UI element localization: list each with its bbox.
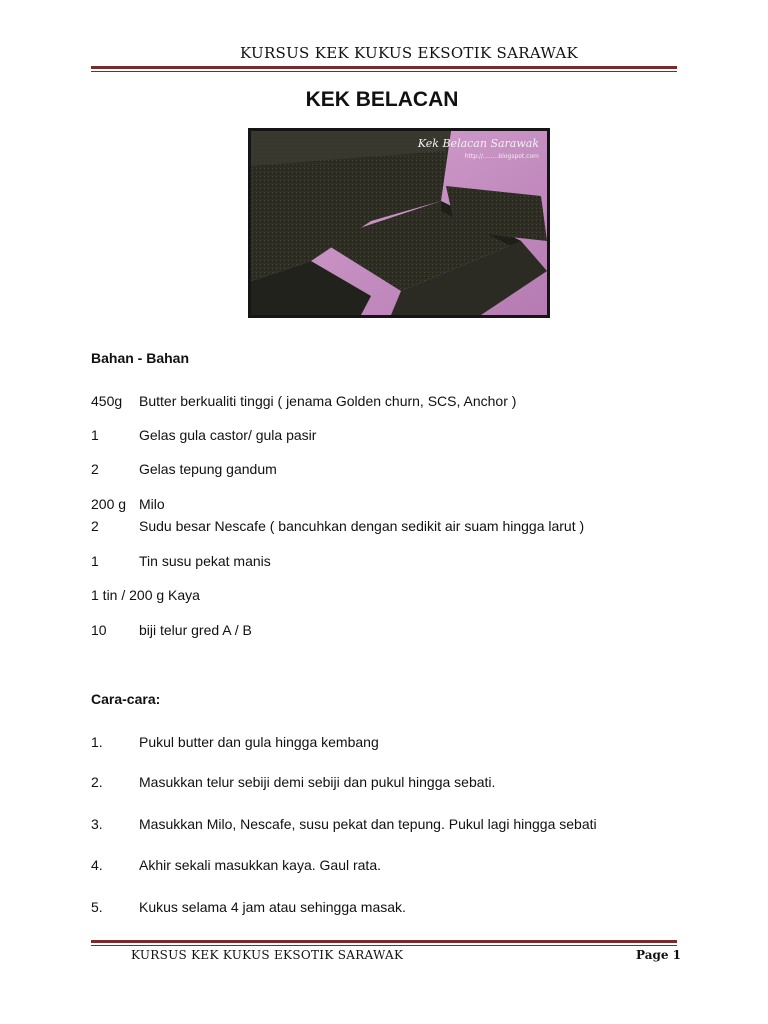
header-title: KURSUS KEK KUKUS EKSOTIK SARAWAK	[240, 44, 578, 62]
ingredient-row: 2 Sudu besar Nescafe ( bancuhkan dengan sedikit air suam hingga larut )	[91, 518, 585, 534]
cake-photo	[248, 128, 550, 318]
method-step: 3. Masukkan Milo, Nescafe, susu pekat dan tepung. Pukul lagi hingga sebati	[91, 816, 597, 832]
photo-watermark: Kek Belacan Sarawak	[417, 137, 539, 150]
ingredients-heading: Bahan - Bahan	[91, 350, 190, 366]
page-number: Page 1	[636, 948, 682, 962]
ingredient-row: 2 Gelas tepung gandum	[91, 461, 277, 477]
method-heading: Cara-cara:	[91, 691, 161, 707]
method-step: 5. Kukus selama 4 jam atau sehingga masak.	[91, 899, 406, 915]
photo-watermark-url: http://........blogspot.com	[464, 153, 539, 160]
footer-title: KURSUS KEK KUKUS EKSOTIK SARAWAK	[131, 948, 404, 962]
ingredient-row: 10 biji telur gred A / B	[91, 622, 252, 638]
footer-rule	[91, 940, 677, 946]
method-step: 2. Masukkan telur sebiji demi sebiji dan pukul hingga sebati.	[91, 774, 496, 790]
recipe-title: KEK BELACAN	[305, 88, 459, 111]
header-rule	[91, 66, 677, 72]
method-step: 1. Pukul butter dan gula hingga kembang	[91, 734, 379, 750]
ingredient-row: 1 Gelas gula castor/ gula pasir	[91, 427, 317, 443]
ingredient-row: 200 g Milo	[91, 496, 165, 512]
ingredient-row: 450g Butter berkualiti tinggi ( jenama Golden churn, SCS, Anchor )	[91, 393, 517, 409]
ingredient-row: 1 tin / 200 g Kaya	[91, 587, 200, 603]
method-step: 4. Akhir sekali masukkan kaya. Gaul rata.	[91, 857, 381, 873]
ingredient-row: 1 Tin susu pekat manis	[91, 553, 271, 569]
